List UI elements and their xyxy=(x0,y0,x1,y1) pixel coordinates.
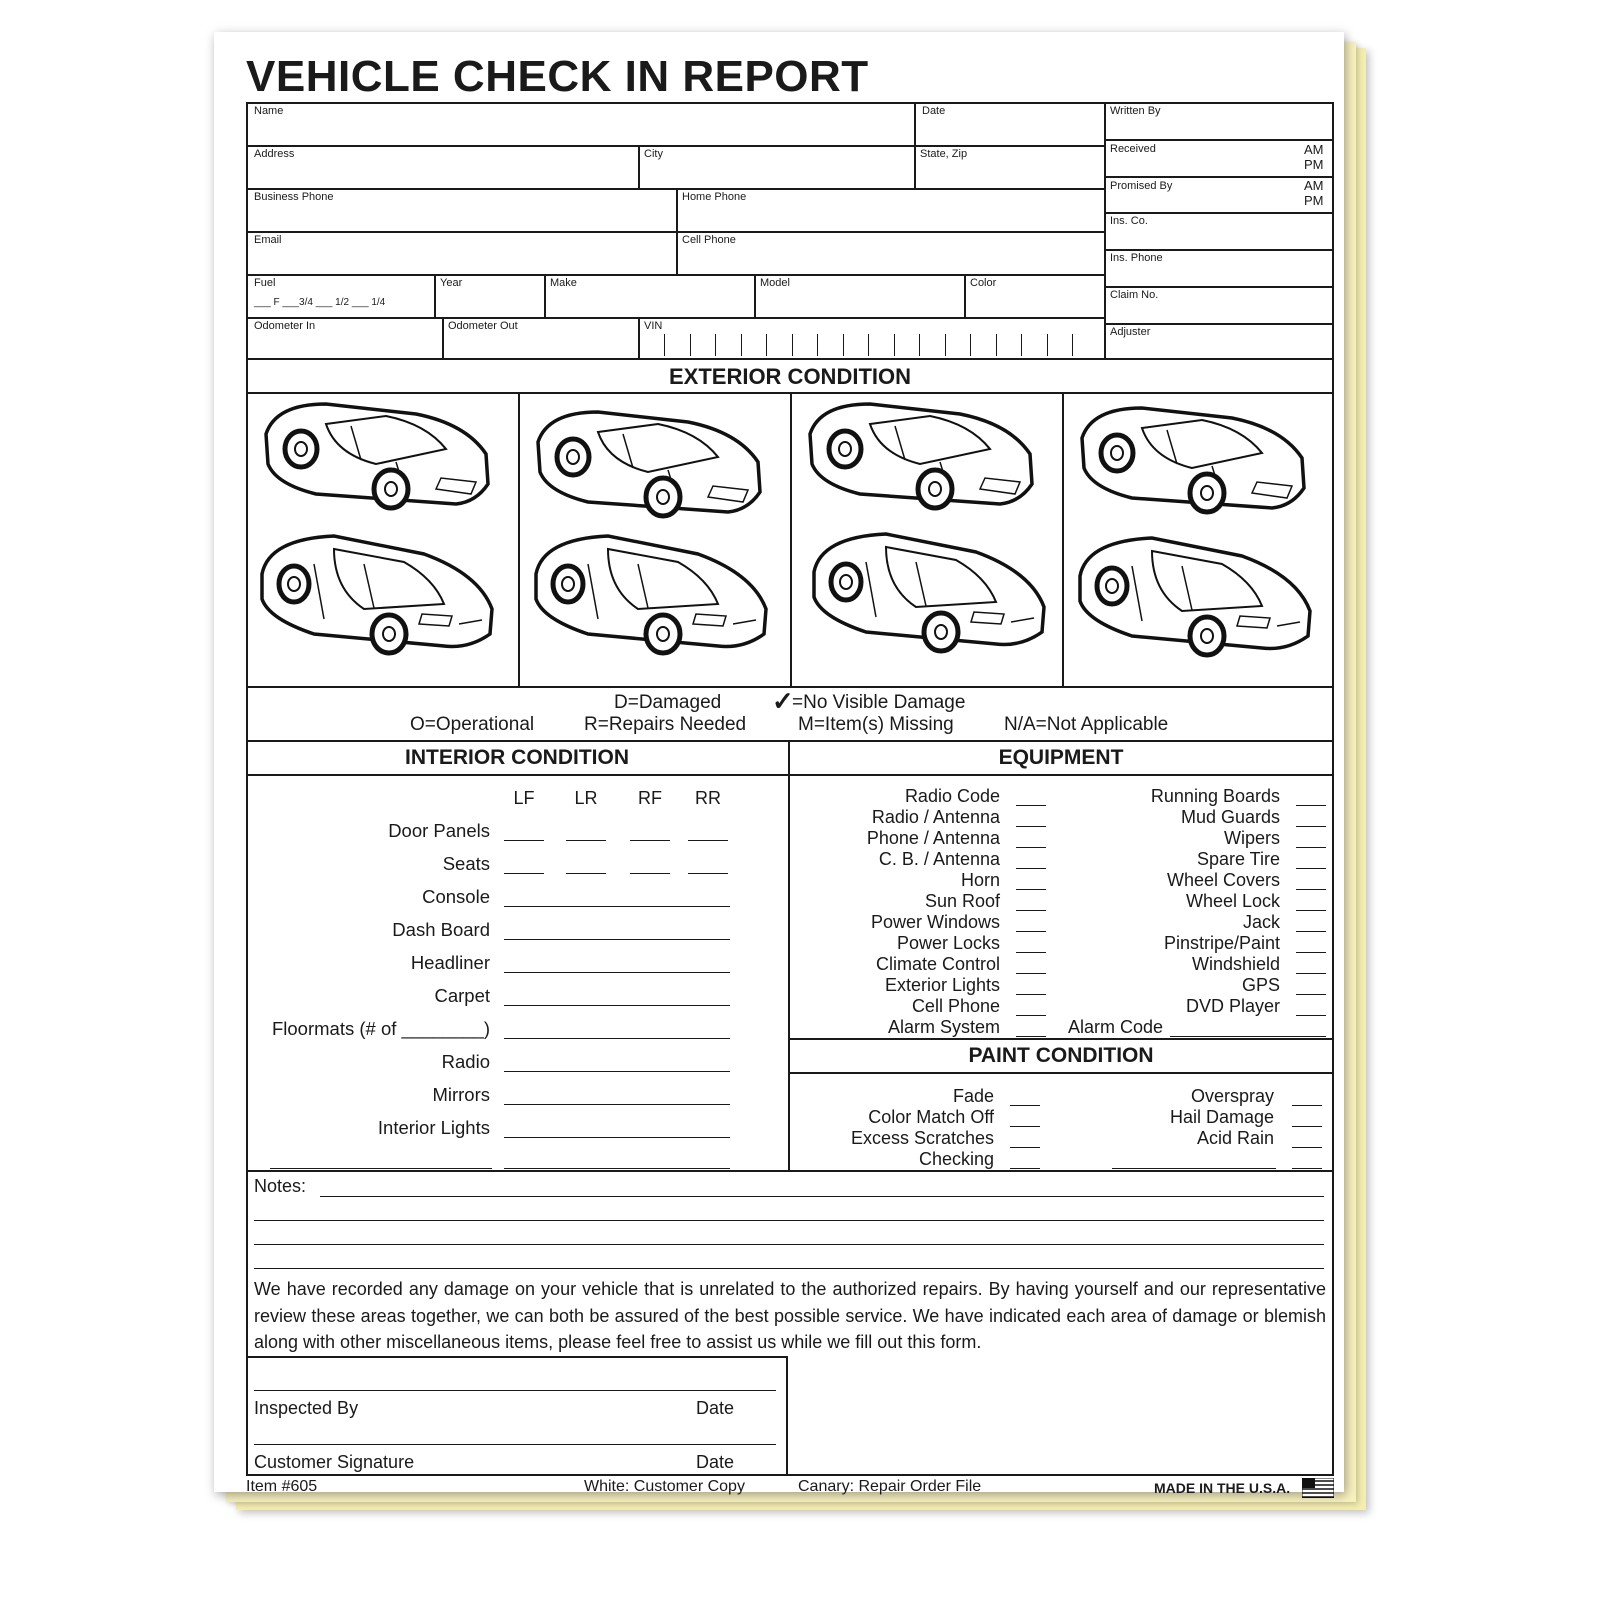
canary-copy-label: Canary: Repair Order File xyxy=(798,1478,982,1495)
vin-box-divider xyxy=(945,334,946,356)
interior-blank[interactable] xyxy=(504,873,544,874)
equipment-item-label: Cell Phone xyxy=(911,996,1000,1016)
received-field[interactable]: Received xyxy=(1110,143,1156,155)
paint-item-label: Acid Rain xyxy=(1196,1128,1274,1148)
customer-signature-label: Customer Signature xyxy=(254,1452,415,1472)
notes-line[interactable] xyxy=(254,1244,1324,1245)
equipment-item-label: Running Boards xyxy=(1150,786,1280,806)
equipment-blank[interactable] xyxy=(1016,868,1046,869)
interior-column-rf: RF xyxy=(638,788,662,808)
vin-box-divider xyxy=(996,334,997,356)
equipment-blank[interactable] xyxy=(1016,973,1046,974)
legend-missing: M=Item(s) Missing xyxy=(798,714,954,735)
paint-item-label: Checking xyxy=(918,1149,994,1169)
interior-item-label: Door Panels xyxy=(388,820,490,841)
equipment-blank[interactable] xyxy=(1016,805,1046,806)
fuel-options[interactable]: ___ F ___3/4 ___ 1/2 ___ 1/4 xyxy=(254,297,386,308)
inspected-by-line[interactable] xyxy=(254,1390,776,1391)
equipment-blank[interactable] xyxy=(1296,952,1326,953)
interior-item-label: Seats xyxy=(442,853,490,874)
equipment-blank[interactable] xyxy=(1296,868,1326,869)
interior-item-label: Floormats (# of ________) xyxy=(271,1018,490,1039)
color-field[interactable]: Color xyxy=(970,277,997,289)
paint-blank[interactable] xyxy=(1010,1105,1040,1106)
interior-item-label: Console xyxy=(422,886,490,907)
sedan-icon xyxy=(536,412,766,653)
paint-blank[interactable] xyxy=(1292,1105,1322,1106)
equipment-blank[interactable] xyxy=(1016,889,1046,890)
legend-repairs: R=Repairs Needed xyxy=(584,714,747,735)
paint-blank[interactable] xyxy=(1010,1168,1040,1169)
pickup-icon xyxy=(1080,408,1310,655)
interior-blank[interactable] xyxy=(504,1104,730,1105)
promised-pm[interactable]: PM xyxy=(1304,193,1324,208)
equipment-item-label: Phone / Antenna xyxy=(866,828,1000,848)
vin-box-divider xyxy=(970,334,971,356)
vin-box-divider xyxy=(690,334,691,356)
date-field[interactable]: Date xyxy=(922,105,946,117)
minivan-icon xyxy=(810,404,1044,651)
interior-blank[interactable] xyxy=(504,906,730,907)
year-field[interactable]: Year xyxy=(440,277,463,289)
equipment-item-label: DVD Player xyxy=(1185,996,1280,1016)
interior-blank[interactable] xyxy=(688,840,728,841)
odometer-out-field[interactable]: Odometer Out xyxy=(448,320,518,332)
interior-blank[interactable] xyxy=(566,873,606,874)
paint-item-label: Color Match Off xyxy=(868,1107,994,1127)
interior-blank[interactable] xyxy=(504,1005,730,1006)
equipment-blank[interactable] xyxy=(1296,1015,1326,1016)
equipment-blank[interactable] xyxy=(1296,805,1326,806)
equipment-blank[interactable] xyxy=(1016,826,1046,827)
interior-column-rr: RR xyxy=(695,788,721,808)
vin-box-divider xyxy=(1047,334,1048,356)
equipment-blank[interactable] xyxy=(1296,910,1326,911)
interior-extra-blank[interactable] xyxy=(270,1168,492,1169)
state-zip-field[interactable]: State, Zip xyxy=(920,148,968,160)
paint-blank[interactable] xyxy=(1010,1126,1040,1127)
alarm-code-blank[interactable] xyxy=(1170,1036,1326,1037)
disclaimer-text: We have recorded any damage on your vehicle that is unrelated to the authorized repairs. By having yourself and our representative review these areas together, we can both be assured of the best possible service. We have indicated each area of damage or blemish along with other miscellaneous items, please feel free to assist us while we fill out this form. xyxy=(254,1279,1326,1352)
vin-box-divider xyxy=(715,334,716,356)
city-field[interactable]: City xyxy=(644,148,663,160)
received-am[interactable]: AM xyxy=(1304,142,1324,157)
vin-box-divider xyxy=(1072,334,1073,356)
paint-header: PAINT CONDITION xyxy=(968,1044,1154,1067)
vin-box-divider xyxy=(1021,334,1022,356)
paint-blank[interactable] xyxy=(1010,1147,1040,1148)
alarm-code-label: Alarm Code xyxy=(1068,1017,1164,1037)
interior-blank[interactable] xyxy=(504,1038,730,1039)
equipment-item-label: Windshield xyxy=(1191,954,1280,974)
equipment-blank[interactable] xyxy=(1016,910,1046,911)
item-number: Item #605 xyxy=(246,1478,318,1495)
interior-column-lf: LF xyxy=(513,788,535,808)
model-field[interactable]: Model xyxy=(760,277,790,289)
vin-box-divider xyxy=(817,334,818,356)
equipment-blank[interactable] xyxy=(1296,847,1326,848)
interior-item-label: Interior Lights xyxy=(377,1117,490,1138)
equipment-blank[interactable] xyxy=(1296,931,1326,932)
email-field[interactable]: Email xyxy=(254,234,282,246)
equipment-item-label: C. B. / Antenna xyxy=(878,849,1000,869)
interior-blank[interactable] xyxy=(566,840,606,841)
received-pm[interactable]: PM xyxy=(1304,157,1324,172)
vin-box-divider xyxy=(843,334,844,356)
adjuster-field[interactable]: Adjuster xyxy=(1110,326,1151,338)
home-phone-field[interactable]: Home Phone xyxy=(682,191,747,203)
name-field[interactable]: Name xyxy=(254,105,284,117)
paint-item-label: Hail Damage xyxy=(1169,1107,1274,1127)
promised-by-field[interactable]: Promised By xyxy=(1110,180,1173,192)
vin-box-divider xyxy=(919,334,920,356)
equipment-item-label: GPS xyxy=(1241,975,1280,995)
business-phone-field[interactable]: Business Phone xyxy=(254,191,334,203)
interior-header: INTERIOR CONDITION xyxy=(405,746,629,769)
interior-blank[interactable] xyxy=(504,939,730,940)
equipment-item-label: Power Windows xyxy=(870,912,1000,932)
equipment-item-label: Radio Code xyxy=(904,786,1000,806)
notes-line[interactable] xyxy=(254,1268,1324,1269)
equipment-item-label: Wheel Lock xyxy=(1185,891,1280,911)
equipment-item-label: Power Locks xyxy=(896,933,1000,953)
vin-box-divider xyxy=(792,334,793,356)
equipment-item-label: Sun Roof xyxy=(924,891,1000,911)
check-mark-icon: ✓ xyxy=(772,686,794,716)
inspected-by-label: Inspected By xyxy=(254,1398,359,1418)
equipment-blank[interactable] xyxy=(1296,973,1326,974)
interior-blank[interactable] xyxy=(504,1137,730,1138)
interior-blank[interactable] xyxy=(688,873,728,874)
made-in-usa: MADE IN THE U.S.A. xyxy=(1154,1480,1291,1496)
legend-na: N/A=Not Applicable xyxy=(1004,714,1169,735)
paint-item-label: Excess Scratches xyxy=(850,1128,994,1148)
paint-blank[interactable] xyxy=(1292,1126,1322,1127)
promised-am[interactable]: AM xyxy=(1304,178,1324,193)
equipment-blank[interactable] xyxy=(1016,952,1046,953)
interior-blank[interactable] xyxy=(630,840,670,841)
customer-signature-line[interactable] xyxy=(254,1444,776,1445)
equipment-item-label: Jack xyxy=(1242,912,1280,932)
equipment-item-label: Pinstripe/Paint xyxy=(1163,933,1280,953)
vin-box-divider xyxy=(664,334,665,356)
claim-no-field[interactable]: Claim No. xyxy=(1110,289,1159,301)
equipment-blank[interactable] xyxy=(1296,889,1326,890)
interior-column-lr: LR xyxy=(574,788,598,808)
vin-box-divider xyxy=(741,334,742,356)
vehicle-diagrams[interactable] xyxy=(248,394,1332,686)
equipment-blank[interactable] xyxy=(1296,994,1326,995)
equipment-item-label: Horn xyxy=(960,870,1000,890)
white-copy-label: White: Customer Copy xyxy=(584,1478,745,1495)
equipment-item-label: Exterior Lights xyxy=(884,975,1000,995)
interior-item-label: Dash Board xyxy=(392,919,490,940)
notes-line[interactable] xyxy=(254,1220,1324,1221)
make-field[interactable]: Make xyxy=(550,277,577,289)
paint-item-label: Fade xyxy=(952,1086,994,1106)
coupe-icon xyxy=(262,404,492,653)
equipment-blank[interactable] xyxy=(1016,847,1046,848)
interior-item-label: Radio xyxy=(441,1051,490,1072)
equipment-item-label: Wheel Covers xyxy=(1166,870,1280,890)
equipment-header: EQUIPMENT xyxy=(998,746,1124,769)
exterior-header: EXTERIOR CONDITION xyxy=(668,364,911,389)
interior-item-label: Mirrors xyxy=(432,1084,490,1105)
paint-blank[interactable] xyxy=(1292,1168,1322,1169)
customer-date-label: Date xyxy=(696,1452,735,1472)
equipment-item-label: Wipers xyxy=(1223,828,1280,848)
equipment-blank[interactable] xyxy=(1016,1036,1046,1037)
vin-box-divider xyxy=(868,334,869,356)
equipment-item-label: Radio / Antenna xyxy=(871,807,1000,827)
interior-blank[interactable] xyxy=(630,873,670,874)
interior-blank[interactable] xyxy=(504,1071,730,1072)
equipment-blank[interactable] xyxy=(1016,1015,1046,1016)
equipment-blank[interactable] xyxy=(1016,931,1046,932)
ins-phone-field[interactable]: Ins. Phone xyxy=(1110,252,1163,264)
equipment-item-label: Spare Tire xyxy=(1196,849,1280,869)
vin-field[interactable]: VIN xyxy=(644,320,663,332)
equipment-item-label: Climate Control xyxy=(875,954,1000,974)
equipment-blank[interactable] xyxy=(1296,826,1326,827)
vin-box-divider xyxy=(766,334,767,356)
vin-box-divider xyxy=(894,334,895,356)
written-by-field[interactable]: Written By xyxy=(1110,105,1161,117)
interior-item-label: Headliner xyxy=(410,952,490,973)
interior-item-label: Carpet xyxy=(434,985,490,1006)
equipment-item-label: Alarm System xyxy=(887,1017,1000,1037)
interior-blank[interactable] xyxy=(504,840,544,841)
paint-blank[interactable] xyxy=(1292,1147,1322,1148)
legend-damaged: D=Damaged xyxy=(614,692,722,713)
cell-phone-field[interactable]: Cell Phone xyxy=(682,234,736,246)
equipment-blank[interactable] xyxy=(1016,994,1046,995)
us-flag-icon xyxy=(1302,1478,1334,1498)
paint-item-label: Overspray xyxy=(1190,1086,1274,1106)
paint-extra-blank[interactable] xyxy=(1112,1168,1276,1169)
legend-no-damage: =No Visible Damage xyxy=(792,692,966,713)
interior-extra-blank[interactable] xyxy=(504,1168,730,1169)
address-field[interactable]: Address xyxy=(254,148,295,160)
ins-co-field[interactable]: Ins. Co. xyxy=(1110,215,1148,227)
notes-label: Notes: xyxy=(254,1176,307,1196)
page-title: VEHICLE CHECK IN REPORT xyxy=(246,52,869,101)
legend-operational: O=Operational xyxy=(410,714,535,735)
inspected-date-label: Date xyxy=(696,1398,735,1418)
interior-blank[interactable] xyxy=(504,972,730,973)
fuel-field[interactable]: Fuel xyxy=(254,277,276,289)
equipment-item-label: Mud Guards xyxy=(1180,807,1280,827)
odometer-in-field[interactable]: Odometer In xyxy=(254,320,316,332)
notes-line[interactable] xyxy=(320,1196,1324,1197)
